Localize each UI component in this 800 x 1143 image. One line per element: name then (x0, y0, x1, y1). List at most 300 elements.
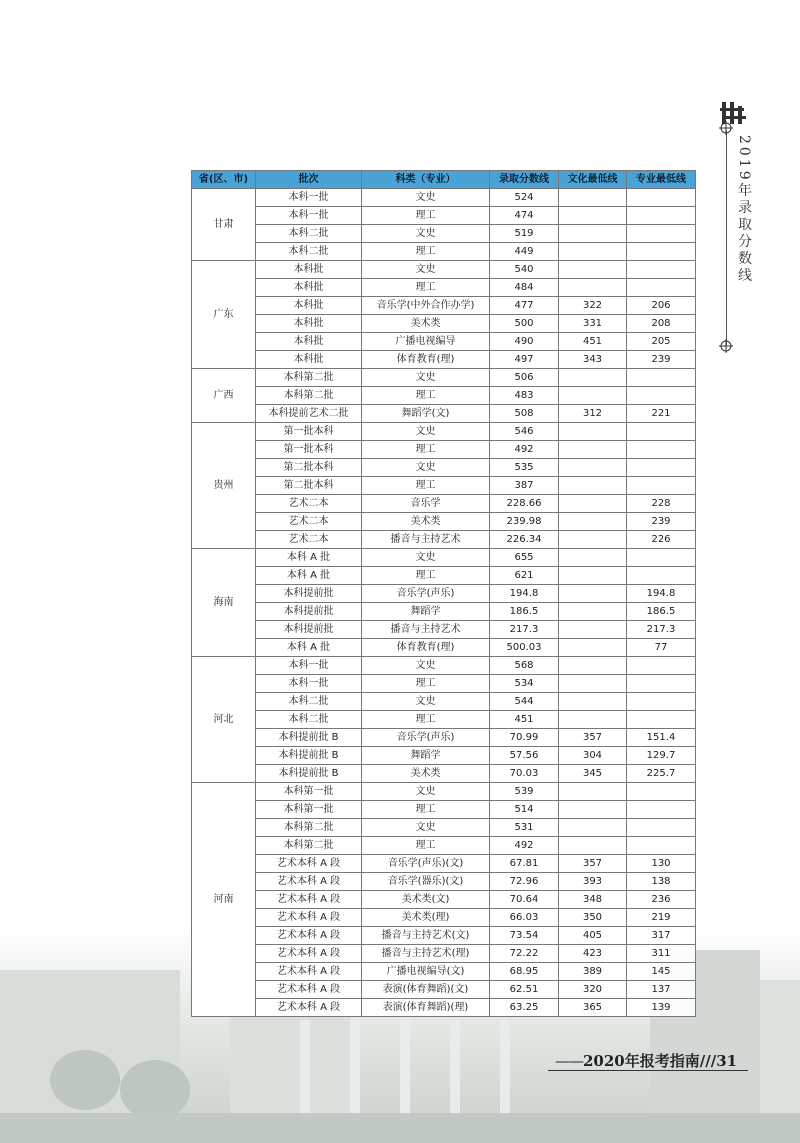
admission-score-cell: 228.66 (490, 495, 559, 513)
category-cell: 音乐学(声乐) (362, 729, 490, 747)
category-cell: 理工 (362, 477, 490, 495)
major-min-cell: 228 (627, 495, 696, 513)
culture-min-cell (559, 639, 627, 657)
table-row (192, 909, 696, 927)
table-row (192, 387, 696, 405)
table-row (192, 711, 696, 729)
major-min-cell (627, 369, 696, 387)
major-min-cell (627, 819, 696, 837)
culture-min-cell: 423 (559, 945, 627, 963)
table-row (192, 801, 696, 819)
major-min-cell: 137 (627, 981, 696, 999)
major-min-cell: 239 (627, 351, 696, 369)
admission-score-cell: 186.5 (490, 603, 559, 621)
major-min-cell (627, 261, 696, 279)
culture-min-cell (559, 279, 627, 297)
admission-score-cell: 546 (490, 423, 559, 441)
culture-min-cell (559, 531, 627, 549)
batch-cell: 本科一批 (256, 189, 362, 207)
background-road (0, 1113, 800, 1143)
culture-min-cell (559, 783, 627, 801)
admission-score-cell: 70.64 (490, 891, 559, 909)
culture-min-cell (559, 801, 627, 819)
table-row (192, 459, 696, 477)
major-min-cell (627, 657, 696, 675)
admission-score-cell: 62.51 (490, 981, 559, 999)
admission-score-cell: 226.34 (490, 531, 559, 549)
culture-min-cell (559, 495, 627, 513)
admission-score-cell: 63.25 (490, 999, 559, 1017)
batch-cell: 本科第二批 (256, 819, 362, 837)
table-row (192, 819, 696, 837)
table-row (192, 603, 696, 621)
admission-score-cell: 492 (490, 837, 559, 855)
culture-min-cell (559, 477, 627, 495)
culture-min-cell (559, 189, 627, 207)
admission-score-cell: 490 (490, 333, 559, 351)
major-min-cell (627, 837, 696, 855)
culture-min-cell: 345 (559, 765, 627, 783)
category-cell: 广播电视编导(文) (362, 963, 490, 981)
table-row (192, 297, 696, 315)
province-cell: 海南 (192, 549, 256, 657)
major-min-cell: 139 (627, 999, 696, 1017)
category-cell: 文史 (362, 657, 490, 675)
batch-cell: 本科一批 (256, 675, 362, 693)
category-cell: 理工 (362, 243, 490, 261)
table-row (192, 441, 696, 459)
category-cell: 美术类(理) (362, 909, 490, 927)
table-row (192, 837, 696, 855)
admission-score-cell: 655 (490, 549, 559, 567)
admission-score-cell: 474 (490, 207, 559, 225)
admission-score-cell: 239.98 (490, 513, 559, 531)
table-row (192, 495, 696, 513)
category-cell: 文史 (362, 369, 490, 387)
batch-cell: 本科 A 批 (256, 567, 362, 585)
batch-cell: 本科提前批 (256, 603, 362, 621)
category-cell: 美术类 (362, 513, 490, 531)
major-min-cell (627, 279, 696, 297)
category-cell: 表演(体育舞蹈)(理) (362, 999, 490, 1017)
province-cell: 贵州 (192, 423, 256, 549)
batch-cell: 第一批本科 (256, 423, 362, 441)
batch-cell: 本科提前批 B (256, 765, 362, 783)
major-min-cell: 145 (627, 963, 696, 981)
admission-score-cell: 497 (490, 351, 559, 369)
category-cell: 理工 (362, 801, 490, 819)
major-min-cell: 217.3 (627, 621, 696, 639)
table-row (192, 693, 696, 711)
major-min-cell (627, 423, 696, 441)
culture-min-cell (559, 621, 627, 639)
major-min-cell: 221 (627, 405, 696, 423)
culture-min-cell (559, 207, 627, 225)
major-min-cell (627, 477, 696, 495)
major-min-cell (627, 225, 696, 243)
batch-cell: 艺术本科 A 段 (256, 873, 362, 891)
batch-cell: 本科提前艺术二批 (256, 405, 362, 423)
background-tree (120, 1060, 190, 1120)
category-cell: 音乐学 (362, 495, 490, 513)
province-cell: 甘肃 (192, 189, 256, 261)
batch-cell: 本科一批 (256, 207, 362, 225)
admission-score-cell: 66.03 (490, 909, 559, 927)
major-min-cell: 236 (627, 891, 696, 909)
culture-min-cell (559, 603, 627, 621)
batch-cell: 艺术本科 A 段 (256, 855, 362, 873)
table-row (192, 189, 696, 207)
table-body (192, 189, 696, 1017)
admission-score-cell: 514 (490, 801, 559, 819)
batch-cell: 第一批本科 (256, 441, 362, 459)
table-row (192, 351, 696, 369)
culture-min-cell (559, 693, 627, 711)
major-min-cell: 208 (627, 315, 696, 333)
major-min-cell: 205 (627, 333, 696, 351)
category-cell: 理工 (362, 675, 490, 693)
category-cell: 播音与主持艺术 (362, 531, 490, 549)
batch-cell: 本科批 (256, 261, 362, 279)
batch-cell: 艺术本科 A 段 (256, 981, 362, 999)
table-row (192, 747, 696, 765)
batch-cell: 本科提前批 (256, 621, 362, 639)
category-cell: 广播电视编导 (362, 333, 490, 351)
header-batch: 批次 (256, 171, 362, 189)
table-row (192, 423, 696, 441)
table-row (192, 729, 696, 747)
batch-cell: 本科第一批 (256, 801, 362, 819)
table-row (192, 567, 696, 585)
major-min-cell (627, 549, 696, 567)
culture-min-cell (559, 675, 627, 693)
admission-score-cell: 500.03 (490, 639, 559, 657)
category-cell: 体育教育(理) (362, 351, 490, 369)
batch-cell: 艺术本科 A 段 (256, 891, 362, 909)
header-admission-score: 录取分数线 (490, 171, 559, 189)
table-row (192, 783, 696, 801)
admission-score-cell: 500 (490, 315, 559, 333)
table-row (192, 315, 696, 333)
category-cell: 音乐学(器乐)(文) (362, 873, 490, 891)
category-cell: 理工 (362, 387, 490, 405)
category-cell: 音乐学(声乐) (362, 585, 490, 603)
batch-cell: 本科第二批 (256, 837, 362, 855)
batch-cell: 本科一批 (256, 657, 362, 675)
culture-min-cell (559, 567, 627, 585)
category-cell: 理工 (362, 279, 490, 297)
table-row (192, 963, 696, 981)
culture-min-cell: 320 (559, 981, 627, 999)
culture-min-cell (559, 819, 627, 837)
admission-score-cell: 535 (490, 459, 559, 477)
major-min-cell (627, 711, 696, 729)
table-row (192, 639, 696, 657)
table-row (192, 657, 696, 675)
major-min-cell (627, 783, 696, 801)
culture-min-cell (559, 387, 627, 405)
province-cell: 河北 (192, 657, 256, 783)
category-cell: 理工 (362, 441, 490, 459)
crosshair-icon (719, 121, 733, 135)
major-min-cell: 77 (627, 639, 696, 657)
table-header-row (192, 171, 696, 189)
batch-cell: 本科提前批 B (256, 747, 362, 765)
province-cell: 广东 (192, 261, 256, 369)
batch-cell: 本科提前批 (256, 585, 362, 603)
table-row (192, 675, 696, 693)
header-major-min: 专业最低线 (627, 171, 696, 189)
table-row (192, 243, 696, 261)
culture-min-cell (559, 459, 627, 477)
table-row (192, 207, 696, 225)
category-cell: 理工 (362, 711, 490, 729)
table-row (192, 621, 696, 639)
batch-cell: 本科 A 批 (256, 639, 362, 657)
table-row (192, 225, 696, 243)
admission-score-cell: 506 (490, 369, 559, 387)
major-min-cell (627, 675, 696, 693)
batch-cell: 本科批 (256, 351, 362, 369)
table-row (192, 333, 696, 351)
culture-min-cell: 365 (559, 999, 627, 1017)
category-cell: 美术类(文) (362, 891, 490, 909)
culture-min-cell: 357 (559, 729, 627, 747)
table-row (192, 891, 696, 909)
admission-score-cell: 70.99 (490, 729, 559, 747)
category-cell: 体育教育(理) (362, 639, 490, 657)
major-min-cell (627, 441, 696, 459)
major-min-cell: 317 (627, 927, 696, 945)
batch-cell: 本科批 (256, 333, 362, 351)
major-min-cell (627, 387, 696, 405)
culture-min-cell (559, 369, 627, 387)
culture-min-cell: 389 (559, 963, 627, 981)
admission-score-cell: 524 (490, 189, 559, 207)
batch-cell: 本科二批 (256, 243, 362, 261)
category-cell: 文史 (362, 225, 490, 243)
admission-score-cell: 477 (490, 297, 559, 315)
table-row (192, 873, 696, 891)
category-cell: 文史 (362, 189, 490, 207)
admission-score-cell: 531 (490, 819, 559, 837)
major-min-cell: 138 (627, 873, 696, 891)
batch-cell: 艺术本科 A 段 (256, 909, 362, 927)
batch-cell: 艺术二本 (256, 513, 362, 531)
batch-cell: 艺术二本 (256, 495, 362, 513)
table-row (192, 405, 696, 423)
admission-score-cell: 194.8 (490, 585, 559, 603)
admission-score-cell: 67.81 (490, 855, 559, 873)
culture-min-cell (559, 243, 627, 261)
category-cell: 理工 (362, 567, 490, 585)
category-cell: 文史 (362, 819, 490, 837)
major-min-cell: 129.7 (627, 747, 696, 765)
table-row (192, 477, 696, 495)
batch-cell: 本科第一批 (256, 783, 362, 801)
admission-score-cell: 68.95 (490, 963, 559, 981)
admission-score-cell: 70.03 (490, 765, 559, 783)
culture-min-cell: 331 (559, 315, 627, 333)
major-min-cell (627, 189, 696, 207)
admission-score-cell: 540 (490, 261, 559, 279)
batch-cell: 本科第二批 (256, 369, 362, 387)
table-row (192, 531, 696, 549)
culture-min-cell: 312 (559, 405, 627, 423)
admission-score-cell: 483 (490, 387, 559, 405)
major-min-cell: 225.7 (627, 765, 696, 783)
culture-min-cell: 451 (559, 333, 627, 351)
category-cell: 文史 (362, 459, 490, 477)
header-culture-min: 文化最低线 (559, 171, 627, 189)
batch-cell: 艺术本科 A 段 (256, 963, 362, 981)
culture-min-cell: 322 (559, 297, 627, 315)
culture-min-cell (559, 261, 627, 279)
admission-score-cell: 72.96 (490, 873, 559, 891)
culture-min-cell (559, 549, 627, 567)
admission-score-cell: 57.56 (490, 747, 559, 765)
culture-min-cell (559, 423, 627, 441)
batch-cell: 本科提前批 B (256, 729, 362, 747)
admission-score-cell: 621 (490, 567, 559, 585)
admission-score-cell: 217.3 (490, 621, 559, 639)
category-cell: 文史 (362, 549, 490, 567)
category-cell: 播音与主持艺术(文) (362, 927, 490, 945)
culture-min-cell: 393 (559, 873, 627, 891)
batch-cell: 第二批本科 (256, 459, 362, 477)
header-category: 科类（专业） (362, 171, 490, 189)
admission-score-cell: 568 (490, 657, 559, 675)
footer-slashes: /// (699, 1052, 717, 1070)
category-cell: 播音与主持艺术 (362, 621, 490, 639)
table-row (192, 765, 696, 783)
footer-dashes: —— (555, 1052, 583, 1070)
batch-cell: 艺术本科 A 段 (256, 945, 362, 963)
major-min-cell: 219 (627, 909, 696, 927)
page-footer (555, 1050, 745, 1070)
major-min-cell: 151.4 (627, 729, 696, 747)
batch-cell: 艺术本科 A 段 (256, 999, 362, 1017)
category-cell: 理工 (362, 837, 490, 855)
admission-score-cell: 451 (490, 711, 559, 729)
category-cell: 文史 (362, 423, 490, 441)
category-cell: 表演(体育舞蹈)(文) (362, 981, 490, 999)
major-min-cell: 311 (627, 945, 696, 963)
category-cell: 文史 (362, 783, 490, 801)
side-decor-line (726, 130, 727, 345)
major-min-cell: 194.8 (627, 585, 696, 603)
table-row (192, 261, 696, 279)
culture-min-cell (559, 225, 627, 243)
admission-score-cell: 484 (490, 279, 559, 297)
culture-min-cell (559, 441, 627, 459)
category-cell: 舞蹈学 (362, 747, 490, 765)
culture-min-cell: 405 (559, 927, 627, 945)
category-cell: 美术类 (362, 315, 490, 333)
major-min-cell: 130 (627, 855, 696, 873)
admission-score-cell: 387 (490, 477, 559, 495)
table-row (192, 279, 696, 297)
background-tree (50, 1050, 120, 1110)
table-row (192, 369, 696, 387)
major-min-cell (627, 459, 696, 477)
batch-cell: 本科 A 批 (256, 549, 362, 567)
culture-min-cell: 348 (559, 891, 627, 909)
side-title: 2019年录取分数线 (736, 135, 752, 285)
culture-min-cell: 343 (559, 351, 627, 369)
admission-score-cell: 539 (490, 783, 559, 801)
province-cell: 广西 (192, 369, 256, 423)
admission-score-table (191, 170, 696, 1017)
admission-score-cell: 534 (490, 675, 559, 693)
culture-min-cell: 304 (559, 747, 627, 765)
admission-score-cell: 449 (490, 243, 559, 261)
batch-cell: 本科二批 (256, 711, 362, 729)
table-row (192, 999, 696, 1017)
table-row (192, 981, 696, 999)
major-min-cell: 186.5 (627, 603, 696, 621)
admission-score-cell: 492 (490, 441, 559, 459)
category-cell: 文史 (362, 261, 490, 279)
category-cell: 理工 (362, 207, 490, 225)
culture-min-cell: 350 (559, 909, 627, 927)
admission-score-cell: 544 (490, 693, 559, 711)
table-row (192, 945, 696, 963)
major-min-cell (627, 693, 696, 711)
major-min-cell (627, 207, 696, 225)
admission-score-cell: 519 (490, 225, 559, 243)
table-row (192, 927, 696, 945)
culture-min-cell (559, 585, 627, 603)
province-cell: 河南 (192, 783, 256, 1017)
culture-min-cell: 357 (559, 855, 627, 873)
major-min-cell: 226 (627, 531, 696, 549)
footer-underline (548, 1070, 748, 1071)
page-number: 31 (716, 1052, 738, 1070)
batch-cell: 本科第二批 (256, 387, 362, 405)
footer-title: 2020年报考指南 (583, 1052, 700, 1070)
table-row (192, 585, 696, 603)
category-cell: 文史 (362, 693, 490, 711)
table-row (192, 549, 696, 567)
batch-cell: 第二批本科 (256, 477, 362, 495)
batch-cell: 本科二批 (256, 693, 362, 711)
culture-min-cell (559, 837, 627, 855)
crosshair-icon (719, 339, 733, 353)
admission-score-cell: 72.22 (490, 945, 559, 963)
table-row (192, 855, 696, 873)
batch-cell: 艺术二本 (256, 531, 362, 549)
batch-cell: 本科二批 (256, 225, 362, 243)
batch-cell: 本科批 (256, 297, 362, 315)
culture-min-cell (559, 711, 627, 729)
batch-cell: 本科批 (256, 315, 362, 333)
admission-score-cell: 73.54 (490, 927, 559, 945)
category-cell: 播音与主持艺术(理) (362, 945, 490, 963)
batch-cell: 艺术本科 A 段 (256, 927, 362, 945)
culture-min-cell (559, 657, 627, 675)
category-cell: 音乐学(声乐)(文) (362, 855, 490, 873)
category-cell: 美术类 (362, 765, 490, 783)
major-min-cell (627, 567, 696, 585)
header-province: 省(区、市) (192, 171, 256, 189)
admission-score-cell: 508 (490, 405, 559, 423)
table-row (192, 513, 696, 531)
major-min-cell (627, 243, 696, 261)
category-cell: 舞蹈学 (362, 603, 490, 621)
major-min-cell (627, 801, 696, 819)
category-cell: 音乐学(中外合作办学) (362, 297, 490, 315)
